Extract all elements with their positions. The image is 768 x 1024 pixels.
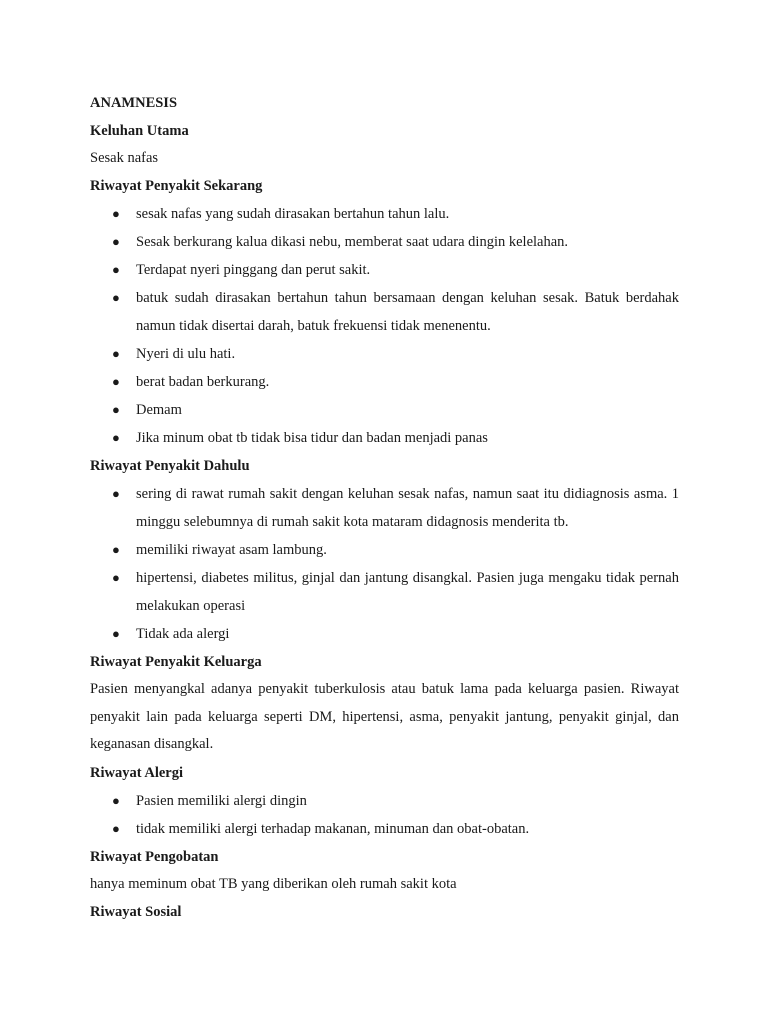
bullet-icon: ● bbox=[112, 206, 120, 221]
text-riwayat-pengobatan: hanya meminum obat TB yang diberikan oleh rumah sakit kota bbox=[90, 875, 457, 892]
list-item: ● Nyeri di ulu hati. bbox=[90, 340, 679, 368]
bullet-icon: ● bbox=[112, 234, 120, 249]
bullet-icon: ● bbox=[112, 402, 120, 417]
list-item: ● memiliki riwayat asam lambung. bbox=[90, 536, 679, 564]
list-item: ● Pasien memiliki alergi dingin bbox=[90, 787, 679, 815]
list-riwayat-penyakit-dahulu bbox=[90, 480, 679, 648]
bullet-icon: ● bbox=[112, 346, 120, 361]
heading-riwayat-penyakit-sekarang: Riwayat Penyakit Sekarang bbox=[90, 178, 263, 194]
bullet-icon: ● bbox=[112, 430, 120, 445]
list-item: ● sesak nafas yang sudah dirasakan bertahun tahun lalu. bbox=[90, 200, 679, 228]
document-page bbox=[90, 89, 679, 926]
heading-riwayat-pengobatan: Riwayat Pengobatan bbox=[90, 848, 219, 865]
document-title: ANAMNESIS bbox=[90, 95, 178, 111]
bullet-icon: ● bbox=[112, 262, 120, 277]
list-item: ● Demam bbox=[90, 396, 679, 424]
bullet-icon: ● bbox=[112, 792, 120, 808]
list-item: ● batuk sudah dirasakan bertahun tahun bersamaan dengan keluhan sesak. Batuk berdahak namun tidak disertai darah, batuk frekuensi tidak menenentu. bbox=[90, 284, 679, 340]
list-item: ● berat badan berkurang. bbox=[90, 368, 679, 396]
list-item: ● tidak memiliki alergi terhadap makanan, minuman dan obat-obatan. bbox=[90, 815, 679, 843]
bullet-icon: ● bbox=[112, 542, 120, 557]
list-riwayat-penyakit-sekarang bbox=[90, 200, 679, 452]
bullet-icon: ● bbox=[112, 820, 120, 836]
heading-riwayat-alergi: Riwayat Alergi bbox=[90, 764, 184, 781]
bullet-icon: ● bbox=[112, 486, 120, 501]
heading-riwayat-penyakit-dahulu: Riwayat Penyakit Dahulu bbox=[90, 458, 250, 474]
list-item: ● Jika minum obat tb tidak bisa tidur dan badan menjadi panas bbox=[90, 424, 679, 452]
text-keluhan-utama: Sesak nafas bbox=[90, 150, 159, 166]
list-item: ● sering di rawat rumah sakit dengan keluhan sesak nafas, namun saat itu didiagnosis asma. 1 minggu selebumnya di rumah sakit kota mataram didagnosis menderita tb. bbox=[90, 480, 679, 536]
list-item: ● Sesak berkurang kalua dikasi nebu, memberat saat udara dingin kelelahan. bbox=[90, 228, 679, 256]
text-riwayat-penyakit-keluarga: Pasien menyangkal adanya penyakit tuberkulosis atau batuk lama pada keluarga pasien. Riwayat penyakit lain pada keluarga seperti DM, hipertensi, asma, penyakit jantung, penyakit ginjal, dan keganasan disangkal. bbox=[90, 681, 679, 752]
bullet-icon: ● bbox=[112, 290, 120, 305]
list-item: ● Terdapat nyeri pinggang dan perut sakit. bbox=[90, 256, 679, 284]
list-item: ● Tidak ada alergi bbox=[90, 620, 679, 648]
heading-riwayat-penyakit-keluarga: Riwayat Penyakit Keluarga bbox=[90, 654, 262, 670]
list-riwayat-alergi bbox=[90, 787, 679, 843]
list-item: ● hipertensi, diabetes militus, ginjal dan jantung disangkal. Pasien juga mengaku tidak pernah melakukan operasi bbox=[90, 564, 679, 620]
heading-keluhan-utama: Keluhan Utama bbox=[90, 123, 189, 139]
bullet-icon: ● bbox=[112, 570, 120, 585]
bullet-icon: ● bbox=[112, 374, 120, 389]
heading-riwayat-sosial: Riwayat Sosial bbox=[90, 903, 182, 920]
bullet-icon: ● bbox=[112, 626, 120, 641]
